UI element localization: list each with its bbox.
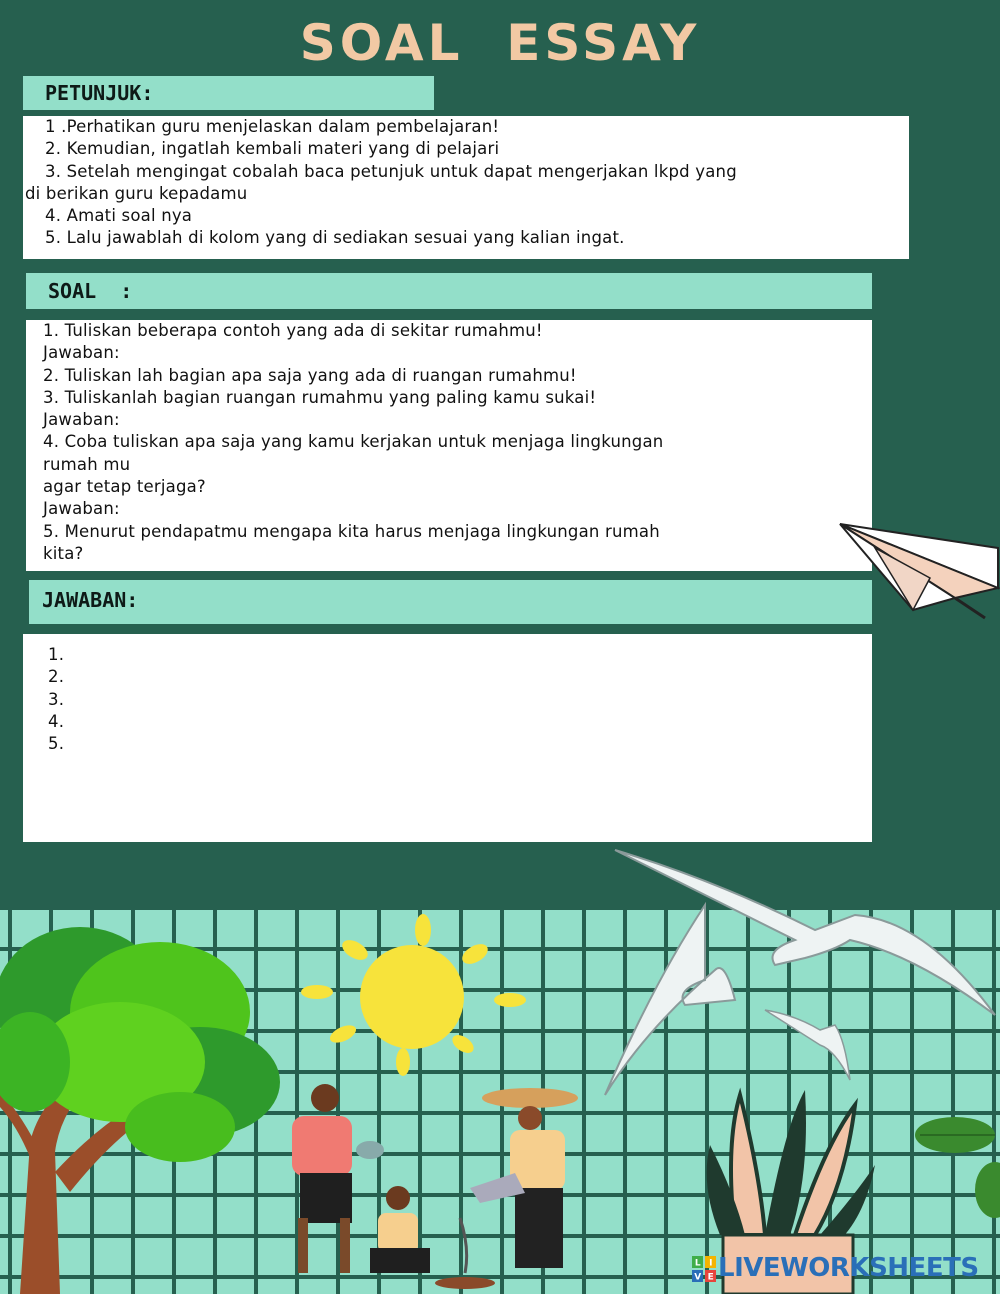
logo-letter: L	[694, 1258, 701, 1268]
people-gardening-illustration	[270, 1078, 620, 1294]
paper-plane-illustration	[835, 518, 1000, 626]
jawaban-header: JAWABAN:	[29, 580, 872, 624]
soal-line: kita?	[43, 543, 84, 563]
soal-box	[26, 320, 872, 571]
logo-letter: V	[694, 1272, 701, 1282]
petunjuk-line: 4. Amati soal nya	[45, 206, 193, 226]
soal-line: 4. Coba tuliskan apa saja yang kamu kerjakan untuk menjaga lingkungan	[43, 432, 664, 452]
answer-line[interactable]: 5.	[48, 734, 65, 754]
jawaban-box[interactable]	[23, 634, 872, 842]
petunjuk-line: 1 .Perhatikan guru menjelaskan dalam pembelajaran!	[45, 117, 500, 136]
logo-letter: I	[709, 1258, 712, 1268]
petunjuk-line: 5. Lalu jawablah di kolom yang di sediakan sesuai yang kalian ingat.	[45, 228, 625, 248]
soal-line: Jawaban:	[43, 343, 120, 363]
soal-line: 1. Tuliskan beberapa contoh yang ada di sekitar rumahmu!	[43, 321, 543, 340]
brand-name: LIVEWORKSHEETS	[718, 1253, 979, 1283]
soal-line: 3. Tuliskanlah bagian ruangan rumahmu yang paling kamu sukai!	[43, 387, 597, 407]
seagulls-illustration	[595, 840, 1000, 1110]
liveworksheets-logo	[692, 1253, 979, 1283]
soal-line: Jawaban:	[43, 499, 120, 519]
sun-illustration	[295, 912, 530, 1082]
soal-header: SOAL :	[26, 273, 872, 309]
soal-line: rumah mu	[43, 454, 131, 474]
answer-line[interactable]: 4.	[48, 711, 65, 731]
soal-line: 5. Menurut pendapatmu mengapa kita harus menjaga lingkungan rumah	[43, 521, 660, 541]
petunjuk-line: di berikan guru kepadamu	[25, 183, 248, 203]
petunjuk-line: 2. Kemudian, ingatlah kembali materi yang di pelajari	[45, 139, 500, 159]
soal-line: agar tetap terjaga?	[43, 477, 206, 497]
page-title: SOAL ESSAY	[299, 14, 701, 72]
tree-illustration	[0, 912, 285, 1294]
soal-line: 2. Tuliskan lah bagian apa saja yang ada di ruangan rumahmu!	[43, 365, 577, 385]
logo-letter: E	[707, 1272, 714, 1282]
answer-line[interactable]: 3.	[48, 689, 65, 709]
liveworksheets-logo-icon	[692, 1256, 716, 1282]
petunjuk-line: 3. Setelah mengingat cobalah baca petunjuk untuk dapat mengerjakan lkpd yang	[45, 161, 737, 181]
petunjuk-box	[23, 116, 909, 259]
answer-line[interactable]: 1.	[48, 645, 65, 664]
petunjuk-header: PETUNJUK:	[23, 76, 434, 110]
soal-line: Jawaban:	[43, 410, 120, 430]
leaf-illustration	[910, 1110, 1000, 1220]
answer-line[interactable]: 2.	[48, 667, 65, 687]
